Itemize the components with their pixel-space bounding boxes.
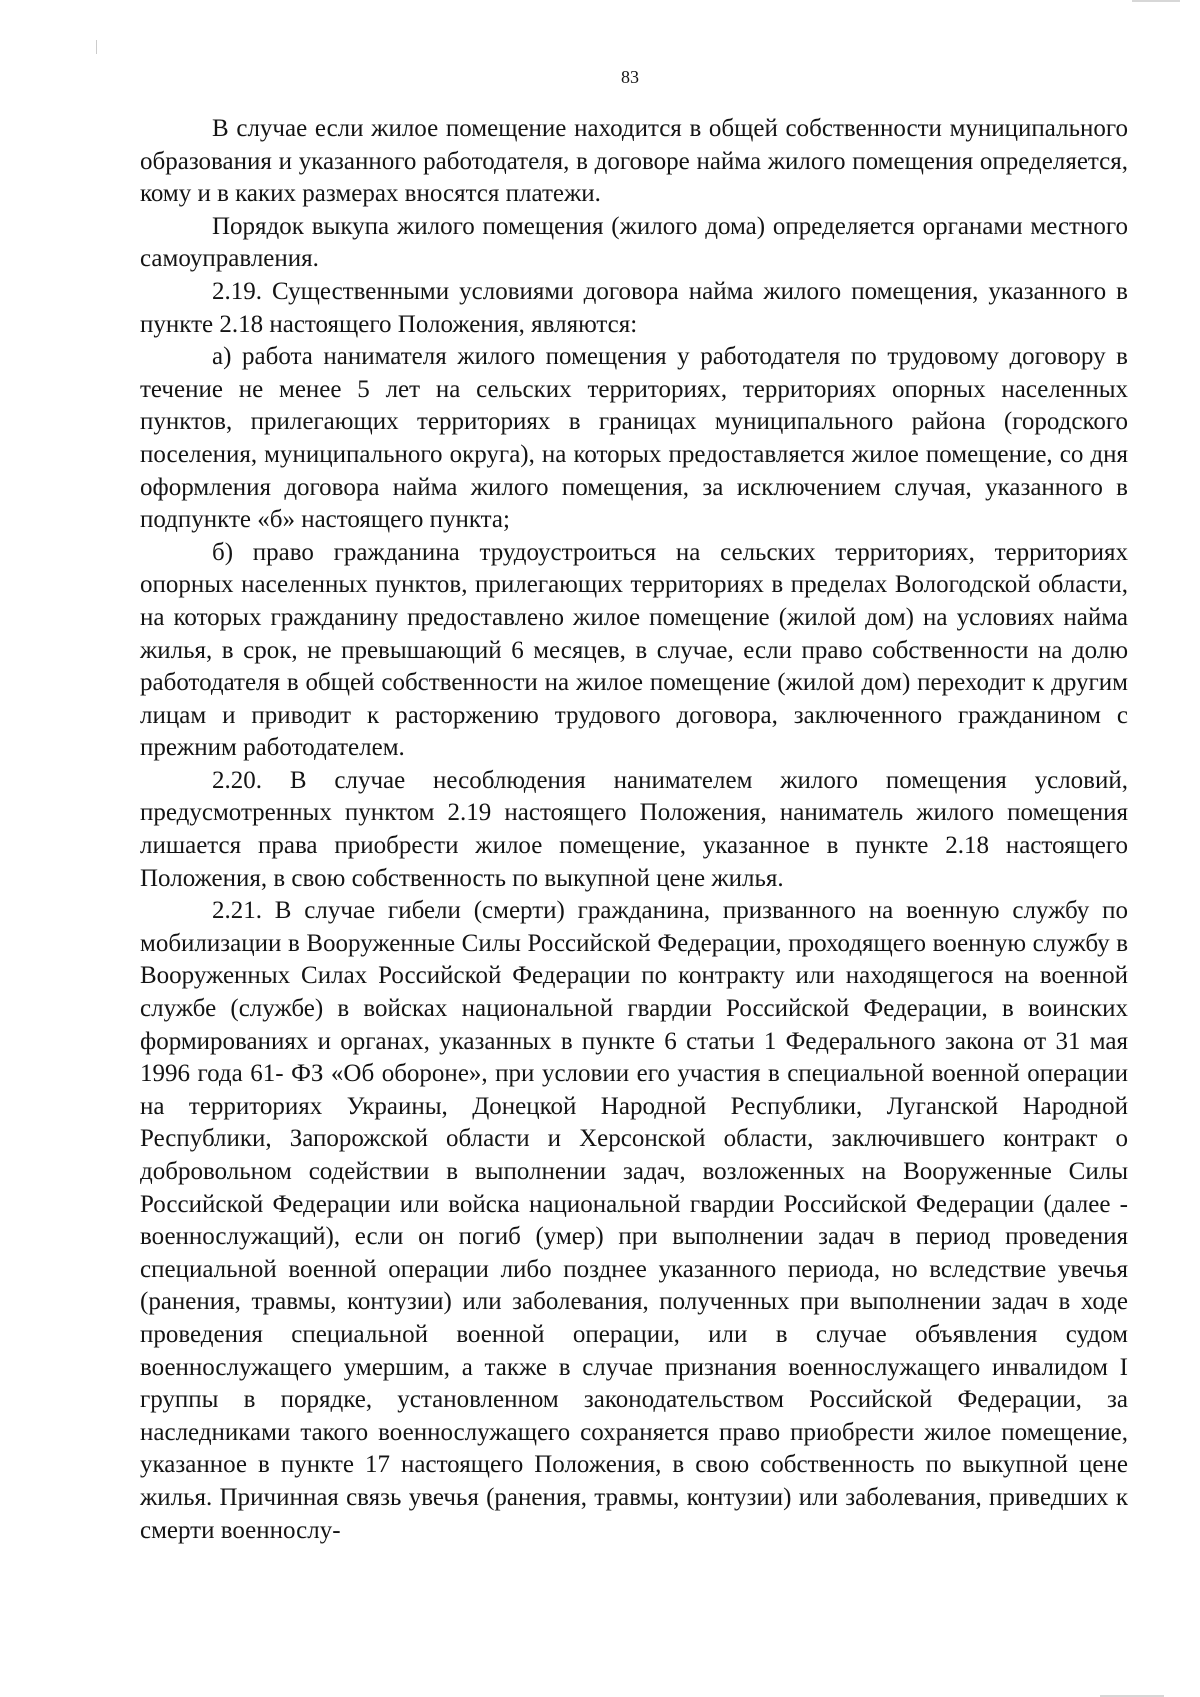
paragraph-clause-2-19: 2.19. Существенными условиями договора найма жилого помещения, указанного в пункте 2.18 настоящего Положения, являются: — [140, 277, 1128, 338]
paragraph-clause-2-21: 2.21. В случае гибели (смерти) гражданина, призванного на военную службу по мобилизации в Вооруженные Силы Российской Федерации, проходящего военную службу в Вооруженных Силах Российской Федерации по контракту или находящегося на военной службе (службе) в войсках национальной гвардии Российской Федерации, в воинских формированиях и органах, указанных в пункте 6 статьи 1 Федерального закона от 31 мая 1996 года 61- ФЗ «Об обороне», при условии его участия в специальной военной операции на территориях Украины, Донецкой Народной Республики, Луганской Народной Республики, Запорожской области и Херсонской области, заключившего контракт о добровольном содействии в выполнении задач, возложенных на Вооруженные Силы Российской Федерации или войска национальной гвардии Российской Федерации (далее - военнослужащий), если он погиб (умер) при выполнении задач в период проведения специальной военной операции либо позднее указанного периода, но вследствие увечья (ранения, травмы, контузии) или заболевания, полученных при выполнении задач в ходе проведения специальной военной операции, или в случае объявления судом военнослужащего умершим, а также в случае признания военнослужащего инвалидом I группы в порядке, установленном законодательством Российской Федерации, за наследниками такого военнослужащего сохраняется право приобрести жилое помещение, указанное в пункте 17 настоящего Положения, в свою собственность по выкупной цене жилья. Причинная связь увечья (ранения, травмы, контузии) или заболевания, приведших к смерти военнослу- — [140, 897, 1128, 1544]
paragraph-common-ownership: В случае если жилое помещение находится в общей собственности муниципального образования и указанного работодателя, в договоре найма жилого помещения определяется, кому и в каких размерах вносятся платежи. — [140, 115, 1128, 208]
paragraph-clause-2-20: 2.20. В случае несоблюдения нанимателем жилого помещения условий, предусмотренных пунктом 2.19 настоящего Положения, наниматель жилого помещения лишается права приобрести жилое помещение, указанное в пункте 2.18 настоящего Положения, в свою собственность по выкупной цене жилья. — [140, 766, 1128, 892]
page-number: 83 — [621, 67, 639, 87]
paragraph-subclause-b: б) право гражданина трудоустроиться на сельских территориях, территориях опорных населенных пунктов, прилегающих территориях в пределах Вологодской области, на которых гражданину предоставлено жилое помещение (жилой дом) на условиях найма жилья, в срок, не превышающий 6 месяцев, в случае, если право собственности на долю работодателя в общей собственности на жилое помещение (жилой дом) переходит к другим лицам и приводит к расторжению трудового договора, заключенного гражданином с прежним работодателем. — [140, 538, 1128, 762]
scan-artifact-mark — [96, 40, 97, 54]
paragraph-subclause-a: а) работа нанимателя жилого помещения у работодателя по трудовому договору в течение не менее 5 лет на сельских территориях, территориях опорных населенных пунктов, прилегающих территориях в границах муниципального района (городского поселения, муниципального округа), на которых предоставляется жилое помещение, со дня оформления договора найма жилого помещения, за исключением случая, указанного в подпункте «б» настоящего пункта; — [140, 343, 1128, 534]
document-body — [140, 113, 1128, 1547]
paragraph-buyout-procedure: Порядок выкупа жилого помещения (жилого дома) определяется органами местного самоуправления. — [140, 212, 1128, 273]
scan-artifact-mark — [1132, 0, 1180, 2]
